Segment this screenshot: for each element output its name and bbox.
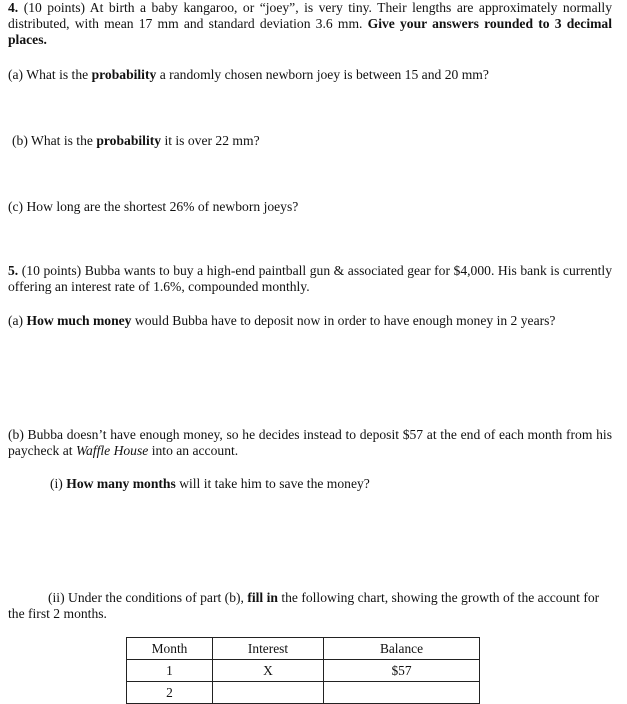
q5-b-italic: Waffle House [75,443,149,458]
q5-intro-text: Bubba wants to buy a high-end paintball gun & associated gear for $4,000. His bank is currently offering an interest rate of 1.6%, compounded monthly. [8,263,612,294]
q5-b-text-1: (b) Bubba doesn’t have enough money, so he decides instead to deposit $57 at the end of each month from his paycheck at [8,427,612,458]
q5-bii-prefix: (ii) Under the conditions of part (b), [48,590,244,605]
q5-a-bold: How much money [26,313,132,328]
q4-number: 4. [8,0,19,15]
table-row [127,682,480,704]
q4-part-b [12,133,616,149]
q4-a-suffix: a randomly chosen newborn joey is between 15 and 20 mm? [159,67,489,82]
q4-c-text: (c) How long are the shortest 26% of newborn joeys? [8,199,299,214]
table-row [127,660,480,682]
q5-number: 5. [8,263,19,278]
cell-balance-2[interactable] [324,682,480,704]
q5-intro [8,263,612,295]
q4-points: (10 points) [23,0,86,15]
q4-b-prefix: (b) What is the [12,133,93,148]
q4-a-bold: probability [91,67,157,82]
table-header-row [127,638,480,660]
q5-bi-prefix: (i) [50,476,63,491]
q5-bii-bold: fill in [247,590,278,605]
q4-b-suffix: it is over 22 mm? [164,133,260,148]
account-growth-table [126,637,480,704]
q4-instruction: Give your answers rounded to 3 decimal places. [8,16,612,47]
q5-part-b [8,427,612,459]
header-balance: Balance [324,638,480,660]
q4-b-bold: probability [96,133,162,148]
q5-part-b-ii [8,590,612,622]
q5-b-text-2: into an account. [151,443,239,458]
cell-interest-2[interactable] [213,682,324,704]
q4-part-c [8,199,612,215]
header-interest: Interest [213,638,324,660]
q5-bi-suffix: will it take him to save the money? [179,476,370,491]
q4-part-a [8,67,612,83]
cell-month-2: 2 [127,682,213,704]
q4-a-prefix: (a) What is the [8,67,89,82]
q5-points: (10 points) [21,263,82,278]
q4-intro [8,0,612,48]
q5-part-b-i [50,476,610,492]
q5-part-a [8,313,612,329]
q5-bii-suffix: the following chart, showing the growth of the account for the first 2 months. [8,590,600,621]
q5-bi-bold: How many months [66,476,176,491]
q5-a-prefix: (a) [8,313,24,328]
q4-intro-text: At birth a baby kangaroo, or “joey”, is very tiny. Their lengths are approximately normally distributed, with mean 17 mm and standard deviation 3.6 mm. [8,0,612,31]
cell-month-1: 1 [127,660,213,682]
q5-a-suffix: would Bubba have to deposit now in order to have enough money in 2 years? [134,313,556,328]
cell-interest-1: X [213,660,324,682]
header-month: Month [127,638,213,660]
cell-balance-1: $57 [324,660,480,682]
